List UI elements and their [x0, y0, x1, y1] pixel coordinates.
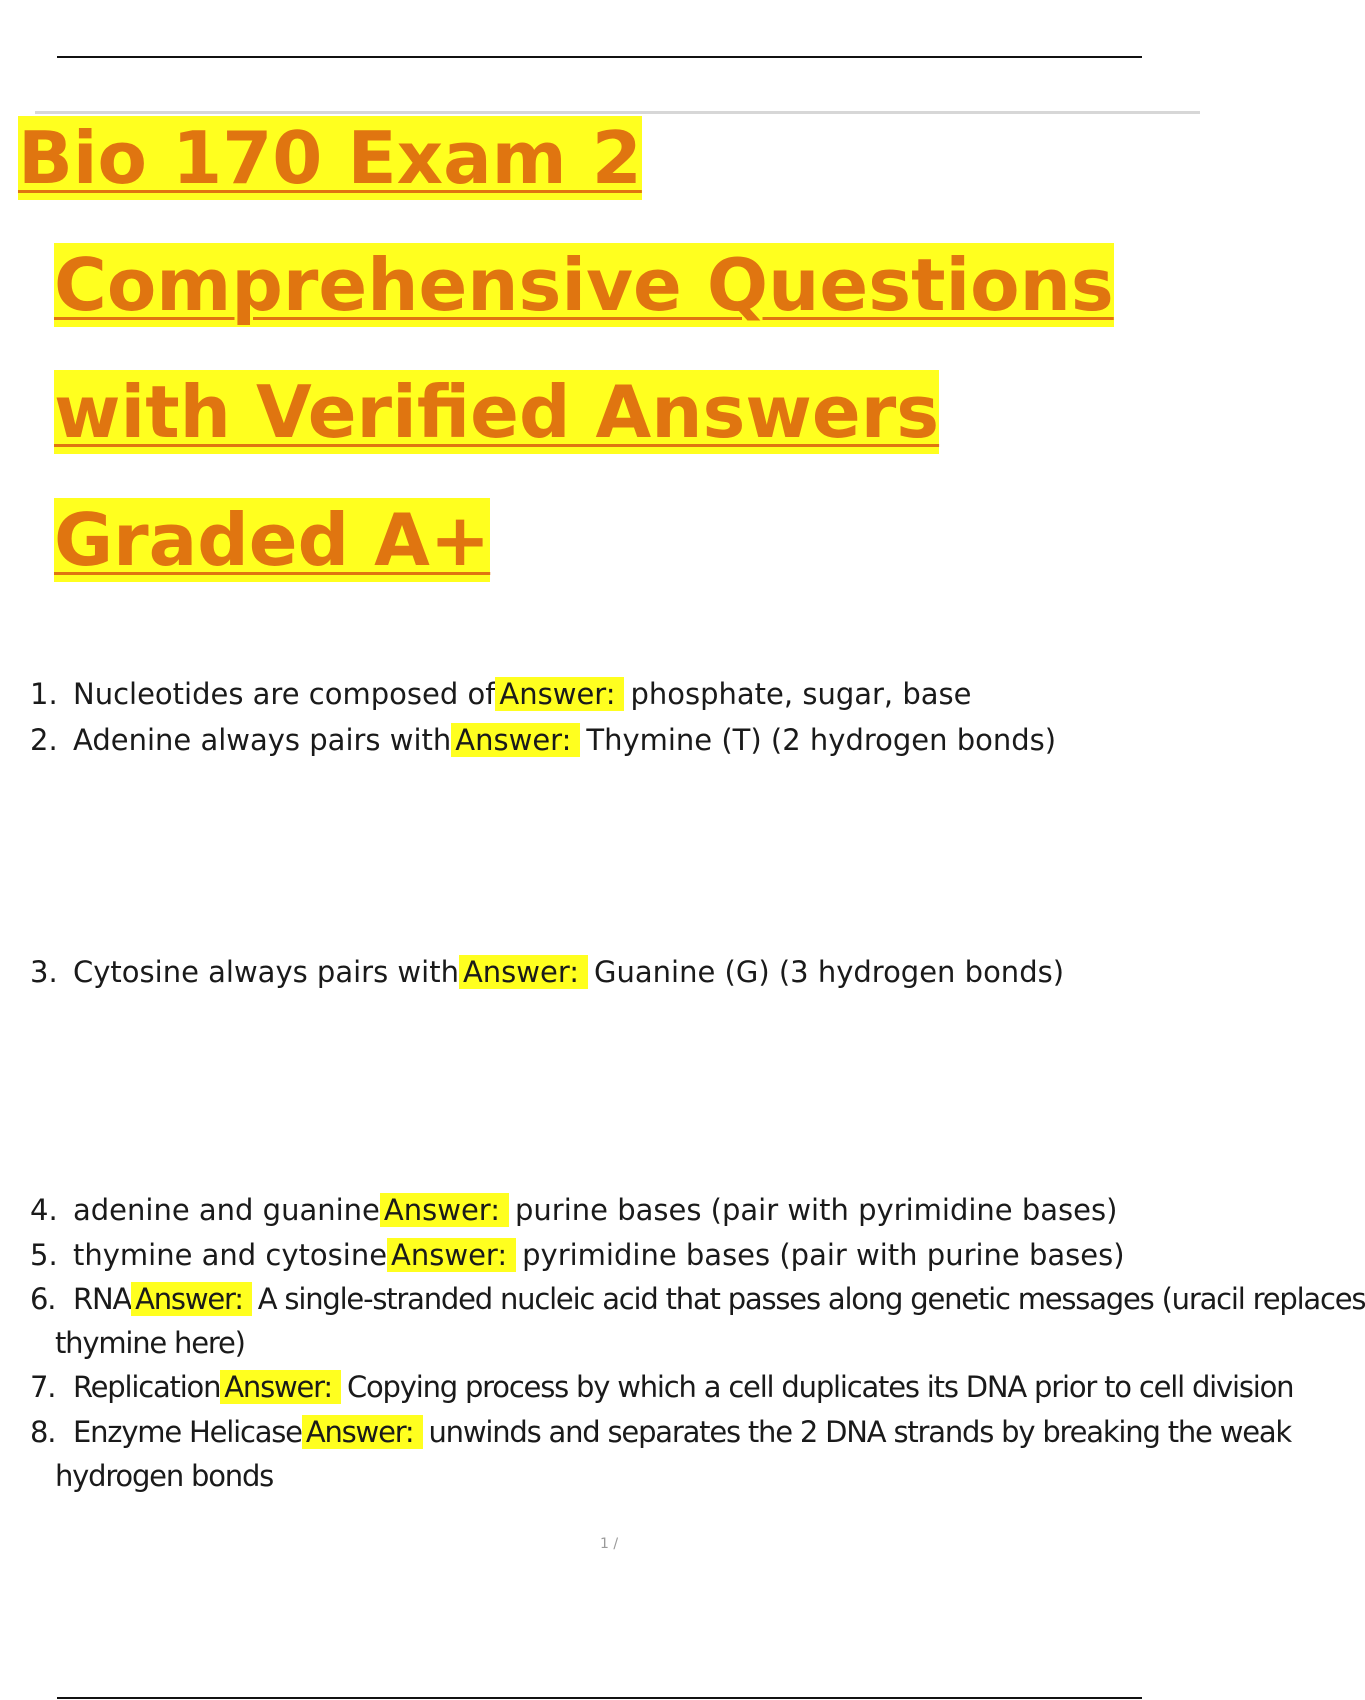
- question-item: [30, 1233, 1200, 1277]
- bottom-rule: [57, 1697, 1142, 1699]
- answer-label: Answer:: [302, 1415, 423, 1449]
- question-number: 6.: [30, 1282, 56, 1316]
- question-item: [30, 718, 1200, 762]
- answer-text: Thymine (T) (2 hydrogen bonds): [586, 723, 1057, 757]
- answer-label: Answer:: [131, 1282, 252, 1316]
- question-text: Enzyme Helicase: [73, 1415, 302, 1449]
- title-text-4: Graded A+: [54, 498, 491, 582]
- question-number: 7.: [30, 1370, 56, 1404]
- title-line-2: [54, 245, 1114, 325]
- question-number: 5.: [30, 1238, 58, 1272]
- title-line-4: [54, 500, 490, 580]
- top-rule: [57, 56, 1142, 58]
- question-number: 3.: [30, 955, 58, 989]
- answer-continuation: hydrogen bonds: [55, 1459, 274, 1493]
- answer-label: Answer:: [387, 1238, 516, 1272]
- question-text: Nucleotides are composed of: [73, 677, 496, 711]
- answer-text: Guanine (G) (3 hydrogen bonds): [594, 955, 1065, 989]
- answer-label: Answer:: [459, 955, 588, 989]
- question-number: 8.: [30, 1415, 56, 1449]
- question-text: Cytosine always pairs with: [73, 955, 459, 989]
- answer-text: phosphate, sugar, base: [630, 677, 972, 711]
- question-text: Replication: [73, 1370, 221, 1404]
- answer-text: unwinds and separates the 2 DNA strands by breaking the weak: [428, 1415, 1292, 1449]
- header-divider: [35, 111, 1200, 114]
- answer-continuation: thymine here): [55, 1326, 245, 1360]
- title-text-2: Comprehensive Questions: [54, 243, 1114, 327]
- question-item: [30, 1188, 1200, 1232]
- answer-label: Answer:: [380, 1193, 509, 1227]
- question-item: [30, 1277, 1365, 1365]
- answer-label: Answer:: [451, 723, 580, 757]
- question-item: [30, 672, 1200, 716]
- page-number: 1 /: [600, 1536, 619, 1552]
- question-text: Adenine always pairs with: [73, 723, 452, 757]
- question-item: [30, 1410, 1292, 1498]
- question-item: [30, 1365, 1294, 1409]
- question-item: [30, 950, 1200, 994]
- title-text-3: with Verified Answers: [54, 370, 940, 454]
- answer-text: pyrimidine bases (pair with purine bases): [522, 1238, 1125, 1272]
- question-text: adenine and guanine: [73, 1193, 380, 1227]
- question-text: RNA: [73, 1282, 132, 1316]
- title-line-3: [54, 372, 939, 452]
- question-text: thymine and cytosine: [73, 1238, 388, 1272]
- answer-label: Answer:: [495, 677, 624, 711]
- answer-label: Answer:: [220, 1370, 341, 1404]
- answer-text: A single-stranded nucleic acid that passes along genetic messages (uracil replaces: [257, 1282, 1365, 1316]
- question-number: 1.: [30, 677, 58, 711]
- answer-text: purine bases (pair with pyrimidine bases): [514, 1193, 1118, 1227]
- answer-text: Copying process by which a cell duplicates its DNA prior to cell division: [346, 1370, 1294, 1404]
- question-number: 4.: [30, 1193, 58, 1227]
- title-line-1: [18, 118, 642, 198]
- title-text-1: Bio 170 Exam 2: [18, 116, 642, 200]
- question-number: 2.: [30, 723, 58, 757]
